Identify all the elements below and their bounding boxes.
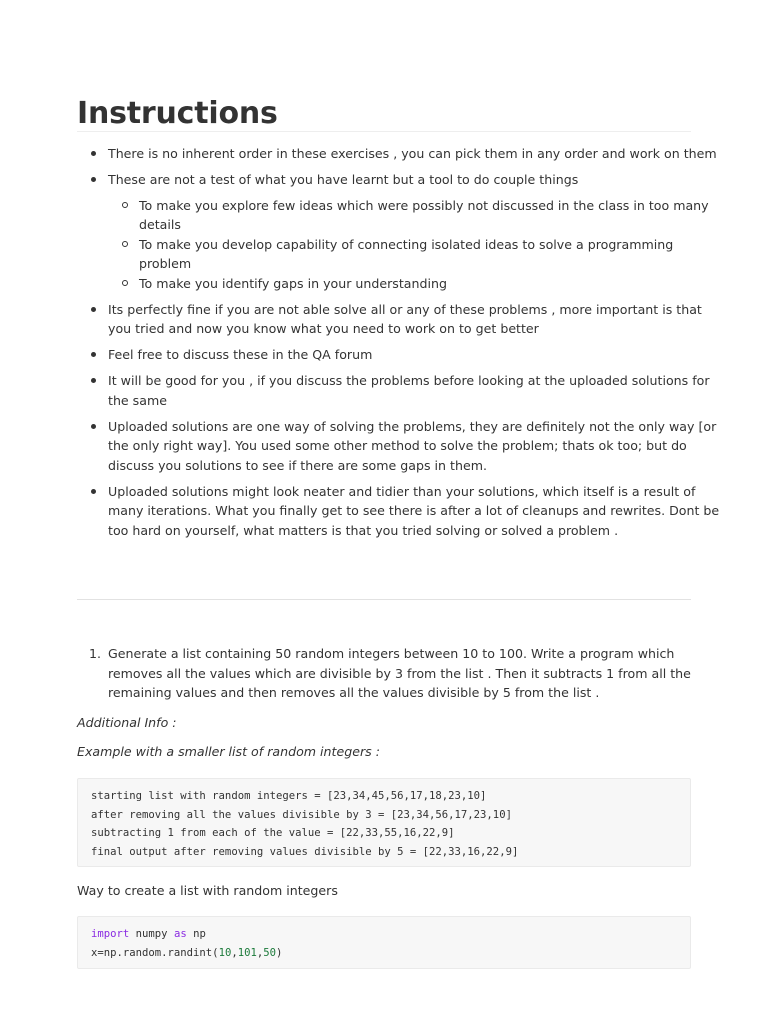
additional-info-label: Additional Info : bbox=[77, 715, 177, 730]
question-text: Generate a list containing 50 random integers between 10 to 100. Write a program which removes all the values which are divisible by 3 from the list . Then it subtracts 1 from all the remaining values and then removes all the values divisible by 5 from the list . bbox=[108, 646, 691, 700]
code-token: ) bbox=[276, 946, 283, 959]
code-line bbox=[91, 925, 677, 944]
code-token: , bbox=[231, 946, 238, 959]
list-item-text: These are not a test of what you have learnt but a tool to do couple things bbox=[108, 172, 579, 187]
list-item bbox=[108, 300, 722, 339]
list-item bbox=[108, 371, 722, 410]
code-keyword: as bbox=[173, 928, 187, 940]
page-title: Instructions bbox=[77, 96, 278, 131]
list-item-text: Uploaded solutions are one way of solving the problems, they are definitely not the only way [or the only right way]. You used some other method to solve the problem; thats ok too; but do discuss you solutions to see if there are some gaps in them. bbox=[108, 418, 717, 473]
list-item-text: There is no inherent order in these exercises , you can pick them in any order and work on them bbox=[108, 146, 717, 161]
question-item bbox=[89, 644, 722, 703]
way-text: Way to create a list with random integers bbox=[77, 883, 338, 898]
list-item-text: Its perfectly fine if you are not able solve all or any of these problems , more important is that you tried and now you know what you need to work on to get better bbox=[108, 301, 702, 336]
random-code-block bbox=[77, 916, 691, 969]
list-item-text: Feel free to discuss these in the QA forum bbox=[108, 347, 373, 362]
sub-list-item-text: To make you develop capability of connecting isolated ideas to solve a programming problem bbox=[139, 236, 674, 271]
list-item bbox=[108, 482, 722, 541]
list-item bbox=[108, 345, 722, 365]
list-item bbox=[108, 144, 722, 164]
code-number: 10 bbox=[218, 946, 232, 959]
sub-list-item bbox=[139, 274, 722, 294]
code-number: 50 bbox=[263, 946, 277, 959]
code-line: after removing all the values divisible by 3 = [23,34,56,17,23,10] bbox=[91, 808, 512, 821]
section-divider bbox=[77, 599, 691, 600]
list-item-text: It will be good for you , if you discuss the problems before looking at the uploaded solutions for the same bbox=[108, 373, 710, 408]
code-keyword: import bbox=[91, 928, 130, 940]
example-code-block bbox=[77, 778, 691, 867]
question-number: 1. bbox=[89, 646, 102, 661]
code-token: , bbox=[256, 946, 264, 959]
example-heading: Example with a smaller list of random integers : bbox=[77, 744, 380, 759]
code-line bbox=[91, 944, 677, 963]
sub-list-item-text: To make you explore few ideas which were possibly not discussed in the class in too many details bbox=[139, 197, 709, 232]
question-list bbox=[77, 644, 722, 703]
code-number: 101 bbox=[237, 946, 257, 959]
sub-list-item bbox=[139, 196, 722, 235]
sub-list bbox=[108, 196, 722, 294]
code-token: x=np.random.randint( bbox=[91, 946, 219, 959]
list-item bbox=[108, 417, 722, 476]
code-token: numpy bbox=[129, 928, 174, 940]
sub-list-item bbox=[139, 235, 722, 274]
list-item-text: Uploaded solutions might look neater and tidier than your solutions, which itself is a result of many iterations. What you finally get to see there is after a lot of cleanups and rewrites. Dont be too hard on yourself, what matters is that you tried solving or solved a problem . bbox=[108, 483, 720, 538]
sub-list-item-text: To make you identify gaps in your understanding bbox=[139, 275, 447, 291]
title-divider bbox=[77, 131, 691, 132]
code-line: starting list with random integers = [23,34,45,56,17,18,23,10] bbox=[91, 790, 487, 802]
list-item bbox=[108, 170, 722, 293]
instructions-list bbox=[77, 144, 722, 547]
code-token: np bbox=[186, 928, 206, 940]
code-line: final output after removing values divisible by 5 = [22,33,16,22,9] bbox=[91, 845, 519, 858]
code-line: subtracting 1 from each of the value = [22,33,55,16,22,9] bbox=[91, 827, 455, 839]
